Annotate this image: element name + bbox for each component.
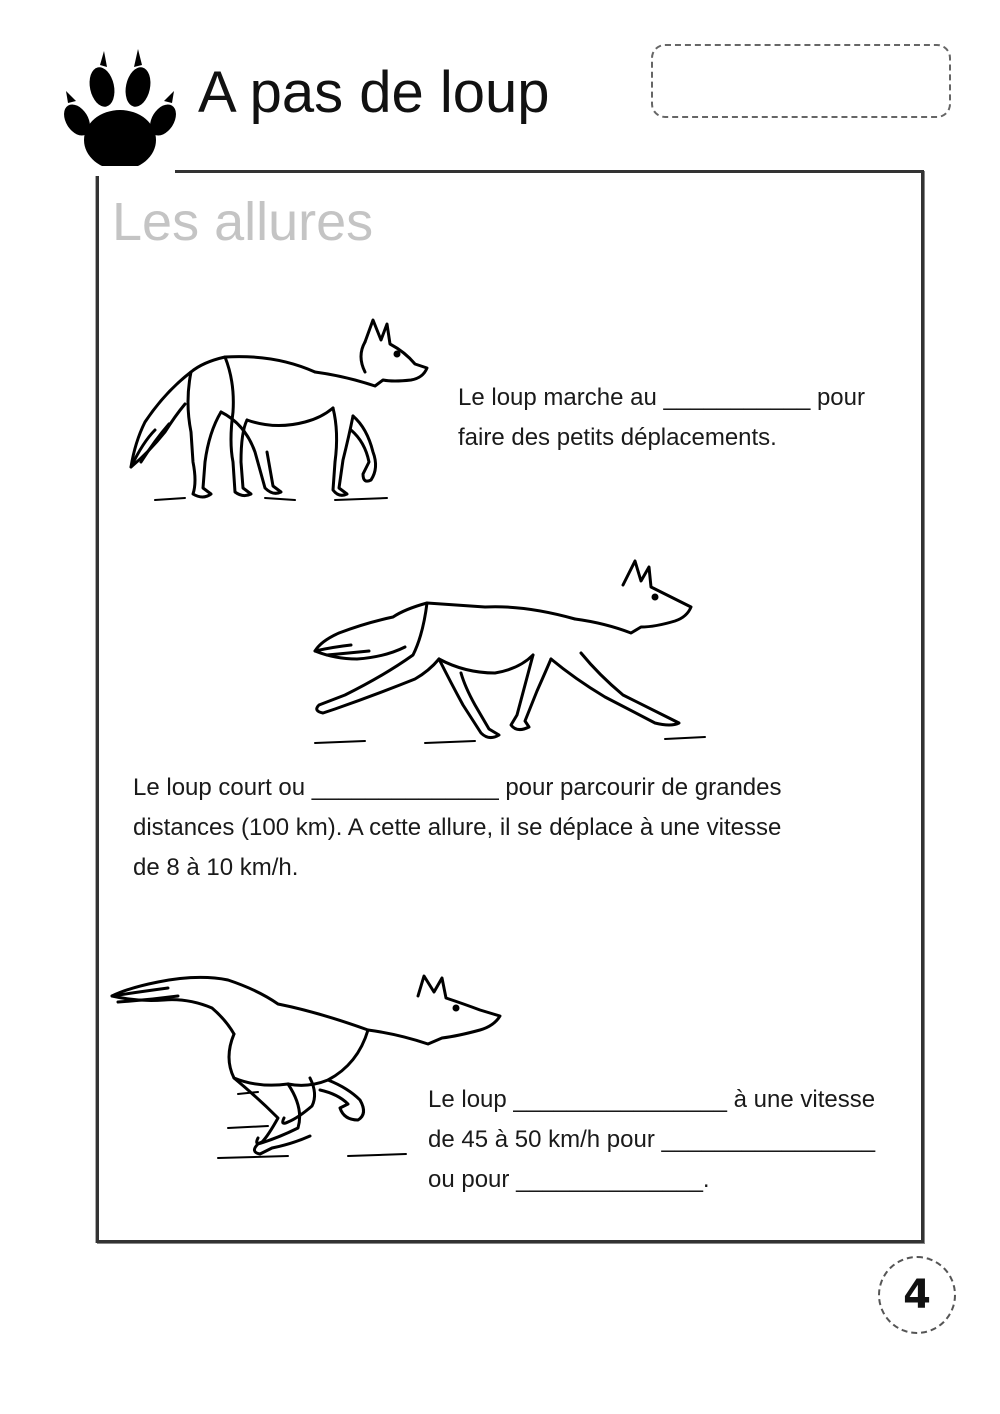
walk-line: faire des petits déplacements. <box>458 424 777 451</box>
trot-line: distances (100 km). A cette allure, il se déplace à une vitesse <box>133 814 782 841</box>
walk-line: Le loup marche au ___________ pour <box>458 384 865 411</box>
walk-paragraph <box>458 378 908 458</box>
gallop-line: Le loup ________________ à une vitesse <box>428 1086 876 1113</box>
gallop-line: ou pour ______________. <box>428 1166 710 1193</box>
trot-line: de 8 à 10 km/h. <box>133 854 299 881</box>
gallop-line: de 45 à 50 km/h pour ________________ <box>428 1126 876 1153</box>
paw-print-icon <box>60 45 180 180</box>
frame-gap <box>93 166 175 176</box>
page-number: 4 <box>878 1256 956 1334</box>
page-title: A pas de loup <box>198 60 550 125</box>
walking-wolf-illustration <box>125 312 435 507</box>
name-field[interactable] <box>651 44 951 118</box>
trot-paragraph <box>133 768 893 888</box>
section-title: Les allures <box>112 192 374 252</box>
trotting-wolf-illustration <box>305 555 710 750</box>
trot-line: Le loup court ou ______________ pour parcourir de grandes <box>133 774 782 801</box>
gallop-paragraph <box>428 1080 918 1200</box>
